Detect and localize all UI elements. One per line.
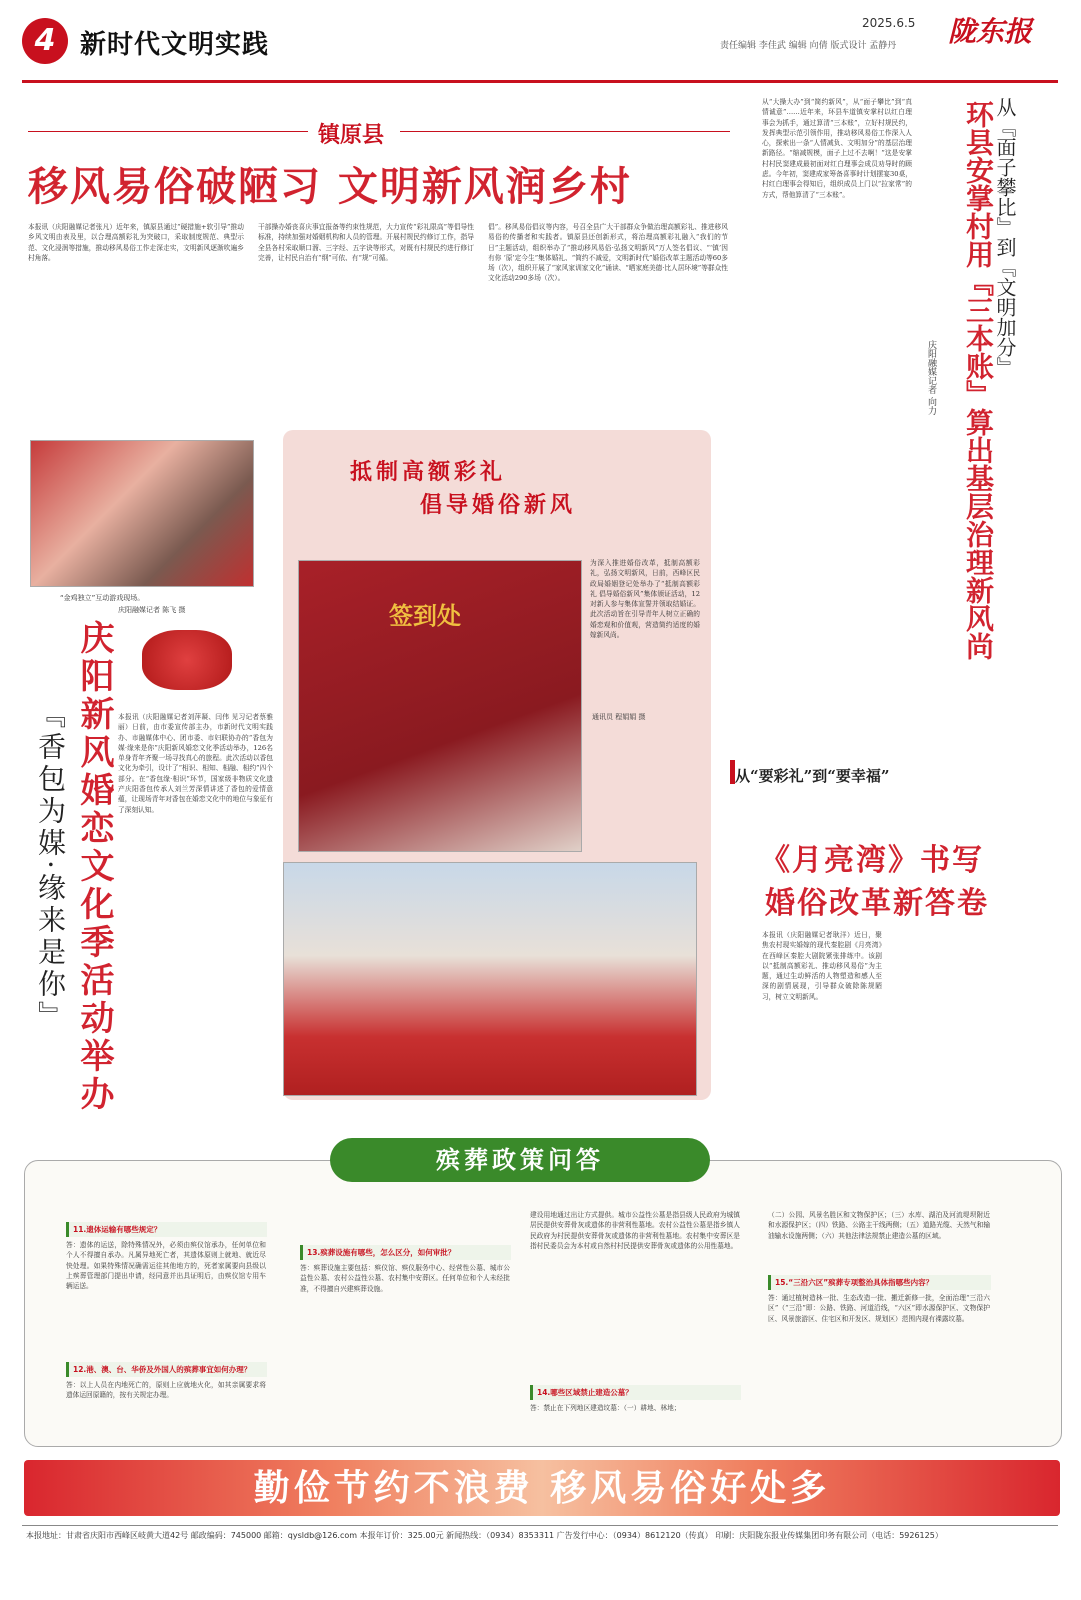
photo-group-ceremony <box>283 862 697 1096</box>
qa-answer-15: 答：通过植树造林一批、生态改造一批、搬迁新修一批，全面治理“三沿六区”（“三沿”即：公路、铁路、河道沿线，“六区”即水源保护区、文物保护区、风景旅游区、住宅区和开发区、规划区）范围内现有裸露坟墓。 <box>768 1294 990 1323</box>
right-lower-subhead: 从“要彩礼”到“要幸福” <box>735 767 890 785</box>
moonbay-body-col2 <box>895 930 1045 1102</box>
left-feature-headline: 庆阳新风婚恋文化季活动举办 <box>74 620 114 1114</box>
right-story-kicker: 从『面子攀比』到『文明加分』 <box>993 97 1017 377</box>
page-number-badge: 4 <box>22 18 68 64</box>
center-title-line2: 倡导婚俗新风 <box>420 492 577 518</box>
moonbay-headline-line1: 《月亮湾》书写 <box>760 843 984 878</box>
qa-question-12: 12.港、澳、台、华侨及外国人的殡葬事宜如何办理？ <box>66 1362 267 1377</box>
center-credit: 通讯员 程娟娟 摄 <box>592 713 646 721</box>
main-body-col2: 干部操办婚丧喜庆事宜报备等约束性规范，大力宣传“彩礼限高”等倡导性标准，持续加强对婚姻机构和人员的管理。开展村规民约修订工作，指导全县各村采取顺口溜、三字经、五字诀等形式，对既有村规民约进行修订完善，让村民自治有“纲”可依、有“规”可循。 <box>258 223 474 262</box>
qa-col4-text: 建设用地通过出让方式提供。城市公益性公墓是指县级人民政府为城镇居民提供安葬骨灰或遗体的非营利性墓地。农村公益性公墓是指乡镇人民政府为村民提供安葬骨灰或遗体的非营利性墓地。农村集中安葬区是指村民委员会为本村或自然村村民提供安葬骨灰或遗体的公用性墓地。 <box>530 1211 740 1250</box>
qa-title: 殡葬政策问答 <box>330 1138 710 1182</box>
right-story-headline: 环县安掌村用『三本账』算出基层治理新风尚 <box>962 100 995 660</box>
right-story-body: 从“大操大办”到“简约新风”，从“面子攀比”到“真情诚意”……近年来，环县车道镇安掌村以红白理事会为抓手，通过算清“三本账”，立好村规民约，发挥典型示范引领作用，推动移风易俗工作深入人心，探索出一条“人情减负、文明加分”的基层治理新路径。“缩减规模，面子上过不去啊！”这是安掌村村民窦建成最初面对红白理事会成员劝导时的顾虑。今年初，窦建成家筹备喜事时计划摆宴30桌，村红白理事会得知后，组织成员上门以“拉家常”的方式，帮他算清了“三本账”。 <box>762 98 912 199</box>
photo-dance-game <box>30 440 254 587</box>
section-title: 新时代文明实践 <box>80 30 270 60</box>
main-body-col3: 倡”。移风易俗倡议等内容，号召全县广大干部群众争做治理高额彩礼、推进移风易俗的传播者和实践者。镇原县还创新形式，将治理高额彩礼融入“我们的节日”主题活动，组织举办了“推动移风易俗·弘扬文明新风”万人签名倡议、“‘镇’因有你 ‘原’定今生”集体婚礼、“简约不减爱，文明新时代”婚俗改革主题活动等60多场（次），组织开展了“家风家训家文化”诵读、“晒家庭美德·比人居环境”等群众性文化活动290多场（次）。 <box>488 223 728 283</box>
sachet-image <box>142 630 232 690</box>
footer-info: 本报地址：甘肃省庆阳市西峰区岐黄大道42号 邮政编码：745000 邮箱：qysldb@126.com 本报年订价：325.00元 新闻热线：（0934）8353311 广告发行中心：（0934）8612120（传真） 印刷：庆阳陇东报业传媒集团印务有限公司（电话：5926125） <box>26 1531 943 1540</box>
qa-answer-12: 答：以上人员在内地死亡的，原则上应就地火化，如其亲属要求将遗体运回原籍的，按有关规定办理。 <box>66 1381 266 1400</box>
slogan-banner: 勤俭节约不浪费 移风易俗好处多 <box>24 1460 1060 1516</box>
main-body-col1: 本报讯（庆阳融媒记者张凡）近年来，镇原县通过“硬措施+软引导”推动乡风文明由表及里，以合理高额彩礼为突破口，采取制度规范、典型示范、文化浸润等措施，推动移风易俗工作走深走实，文明新风逐渐吹遍乡村角落。 <box>28 223 244 262</box>
left-feature-kicker: 『香包为媒·缘来是你』 <box>34 700 67 1033</box>
right-story-byline: 庆阳融媒记者 向力 <box>926 340 936 415</box>
qa-question-15: 15.“三沿六区”殡葬专项整治具体指哪些内容？ <box>768 1275 991 1290</box>
issue-date: 2025.6.5 <box>862 16 916 30</box>
qa-question-13: 13.殡葬设施有哪些，怎么区分，如何审批？ <box>300 1245 511 1260</box>
header-rule <box>22 80 1058 83</box>
left-feature-body: 本报讯（庆阳融媒记者刘萍凝、闫伟 见习记者蔡雅丽）日前，由市委宣传部主办，市新时代文明实践办、市融媒体中心、团市委、市妇联协办的“香包为媒·缘来是你”庆阳新风婚恋文化季活动举办，126名单身青年齐聚一场寻找真心的旅程。此次活动以香包文化为牵引，设计了“相识、相知、相融、相约”四个部分。在“香包缘·相识”环节，国家级非物质文化遗产庆阳香包传承人刘兰芳深情讲述了香包的爱情意蕴，让现场青年对香包在婚恋文化中的地位与象征有了深刻认知。 <box>118 713 273 814</box>
qa-answer-13: 答：殡葬设施主要包括：殡仪馆、殡仪服务中心、经营性公墓、城市公益性公墓、农村公益性公墓、农村集中安葬区。任何单位和个人未经批准，不得擅自兴建殡葬设施。 <box>300 1264 510 1293</box>
qa-answer-14: 答：禁止在下列地区建造坟墓：（一）耕地、林地； <box>530 1404 681 1412</box>
photo-couple-signing <box>298 560 582 852</box>
photo1-credit: 庆阳融媒记者 陈飞 摄 <box>118 606 186 614</box>
moonbay-body-col1: 本报讯（庆阳融媒记者耿洋）近日，聚焦农村现实婚嫁的现代秦腔剧《月亮湾》在西峰区秦腔大剧院紧张排练中。该剧以“抵制高额彩礼、推动移风易俗”为主题，通过生动鲜活的人物塑造和感人至深的剧情展现，引导群众破除陈规陋习，树立文明新风。 <box>762 931 882 1001</box>
center-title-line1: 抵制高额彩礼 <box>350 459 507 485</box>
qa-question-11: 11.遗体运输有哪些规定？ <box>66 1222 267 1237</box>
headline-rule-left <box>28 131 308 132</box>
county-label: 镇原县 <box>318 122 385 148</box>
newspaper-logo: 陇东报 <box>948 15 1033 48</box>
qa-question-14: 14.哪些区域禁止建造公墓？ <box>530 1385 741 1400</box>
moonbay-headline-line2: 婚俗改革新答卷 <box>765 886 989 921</box>
editors-credit: 责任编辑 李佳武 编辑 向倩 版式设计 孟静丹 <box>720 41 897 51</box>
footer-rule <box>22 1525 1058 1526</box>
sign-in-board: 签到处 <box>389 601 461 630</box>
center-caption: 为深入推进婚俗改革，抵制高额彩礼，弘扬文明新风，日前，西峰区民政局婚姻登记处举办了“抵制高额彩礼 倡导婚俗新风”集体颁证活动，12对新人参与集体宣誓并领取结婚证。此次活动旨在引导青年人树立正确的婚恋观和价值观，营造简约适度的婚嫁新风尚。 <box>590 559 700 640</box>
headline-rule-right <box>400 131 730 132</box>
main-headline: 移风易俗破陋习 文明新风润乡村 <box>28 163 632 210</box>
photo1-caption: “金鸡独立”互动游戏现场。 <box>60 594 145 602</box>
qa-col5-text: （二）公园、风景名胜区和文物保护区；（三）水库、湖泊及河流堤坝附近和水源保护区；（四）铁路、公路主干线两侧；（五）道路光缆、天然气和输油输水设施两侧；（六）其他法律法规禁止建造公墓的区域。 <box>768 1211 990 1240</box>
qa-answer-11: 答：遗体的运送，除特殊情况外，必须由殡仪馆承办，任何单位和个人不得擅自承办。凡属异地死亡者，其遗体原则上就地、就近尽快处理。如果特殊情况确需运往其他地方的，死者家属要向县级以上殡葬管理部门提出申请，经同意并出具证明后，由殡仪馆专用车辆运送。 <box>66 1241 266 1291</box>
